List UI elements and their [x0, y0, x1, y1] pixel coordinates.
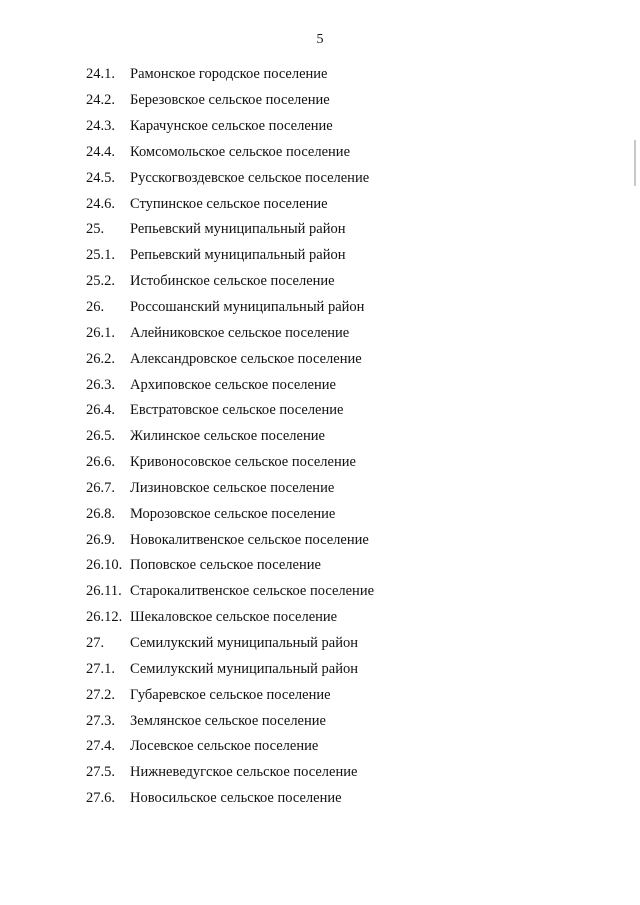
list-item: [86, 734, 374, 760]
item-name: Александровское сельское поселение: [130, 350, 362, 367]
item-name: Новосильское сельское поселение: [130, 790, 342, 807]
list-item: [86, 579, 374, 605]
list-item: [86, 140, 374, 166]
list-item: [86, 62, 374, 88]
list-item: [86, 243, 374, 269]
item-number: 26.5.: [86, 428, 115, 445]
item-name: Новокалитвенское сельское поселение: [130, 531, 369, 548]
list-item: [86, 656, 374, 682]
item-number: 26.12.: [86, 609, 123, 626]
item-name: Истобинское сельское поселение: [130, 273, 335, 290]
item-number: 24.1.: [86, 66, 115, 83]
page-number: 5: [316, 32, 324, 47]
item-number: 26.7.: [86, 479, 115, 496]
settlement-list: [86, 62, 374, 811]
item-name: Шекаловское сельское поселение: [130, 609, 338, 626]
item-number: 24.5.: [86, 169, 115, 186]
item-number: 27.3.: [86, 712, 115, 729]
item-name: Жилинское сельское поселение: [130, 428, 325, 445]
list-item: [86, 398, 374, 424]
item-name: Землянское сельское поселение: [130, 712, 326, 729]
list-item: [86, 476, 374, 502]
item-number: 26.3.: [86, 376, 115, 393]
item-number: 26.2.: [86, 350, 115, 367]
item-name: Поповское сельское поселение: [130, 557, 321, 574]
item-name: Россошанский муниципальный район: [130, 299, 365, 316]
item-name: Репьевский муниципальный район: [130, 247, 346, 264]
list-item: [86, 191, 374, 217]
item-name: Семилукский муниципальный район: [130, 634, 358, 651]
item-number: 24.4.: [86, 143, 115, 160]
item-name: Репьевский муниципальный район: [130, 221, 346, 238]
list-item: [86, 450, 374, 476]
item-number: 27.: [86, 634, 105, 651]
item-name: Алейниковское сельское поселение: [130, 324, 350, 341]
list-item: [86, 295, 374, 321]
item-name: Русскогвоздевское сельское поселение: [130, 169, 370, 186]
list-item: [86, 320, 374, 346]
item-number: 27.6.: [86, 790, 115, 807]
item-number: 24.6.: [86, 195, 115, 212]
item-number: 24.3.: [86, 118, 115, 135]
list-item: [86, 114, 374, 140]
item-number: 26.1.: [86, 324, 115, 341]
item-number: 26.11.: [86, 583, 122, 600]
list-item: [86, 217, 374, 243]
list-item: [86, 786, 374, 812]
item-number: 25.2.: [86, 273, 115, 290]
list-item: [86, 165, 374, 191]
item-number: 27.2.: [86, 686, 115, 703]
list-item: [86, 501, 374, 527]
item-number: 27.1.: [86, 660, 115, 677]
item-number: 27.4.: [86, 738, 115, 755]
item-number: 25.: [86, 221, 105, 238]
item-name: Морозовское сельское поселение: [130, 505, 336, 522]
item-name: Губаревское сельское поселение: [130, 686, 331, 703]
item-name: Старокалитвенское сельское поселение: [130, 583, 375, 600]
list-item: [86, 269, 374, 295]
item-name: Ступинское сельское поселение: [130, 195, 328, 212]
item-name: Лизиновское сельское поселение: [130, 479, 335, 496]
item-number: 26.: [86, 299, 105, 316]
item-number: 26.4.: [86, 402, 115, 419]
item-name: Березовское сельское поселение: [130, 92, 330, 109]
list-item: [86, 527, 374, 553]
item-name: Комсомольское сельское поселение: [130, 143, 350, 160]
item-name: Архиповское сельское поселение: [130, 376, 336, 393]
list-item: [86, 424, 374, 450]
item-name: Евстратовское сельское поселение: [130, 402, 344, 419]
list-item: [86, 605, 374, 631]
item-number: 26.6.: [86, 454, 115, 471]
item-name: Нижневедугское сельское поселение: [130, 764, 358, 781]
list-item: [86, 708, 374, 734]
item-name: Кривоносовское сельское поселение: [130, 454, 356, 471]
item-name: Лосевское сельское поселение: [130, 738, 319, 755]
scan-edge-mark: [634, 140, 636, 186]
list-item: [86, 88, 374, 114]
item-name: Карачунское сельское поселение: [130, 118, 333, 135]
list-item: [86, 631, 374, 657]
item-number: 25.1.: [86, 247, 115, 264]
item-name: Семилукский муниципальный район: [130, 660, 358, 677]
item-number: 27.5.: [86, 764, 115, 781]
list-item: [86, 553, 374, 579]
item-number: 26.9.: [86, 531, 115, 548]
list-item: [86, 682, 374, 708]
item-number: 26.10.: [86, 557, 123, 574]
list-item: [86, 760, 374, 786]
list-item: [86, 346, 374, 372]
item-number: 24.2.: [86, 92, 115, 109]
list-item: [86, 372, 374, 398]
item-number: 26.8.: [86, 505, 115, 522]
item-name: Рамонское городское поселение: [130, 66, 328, 83]
